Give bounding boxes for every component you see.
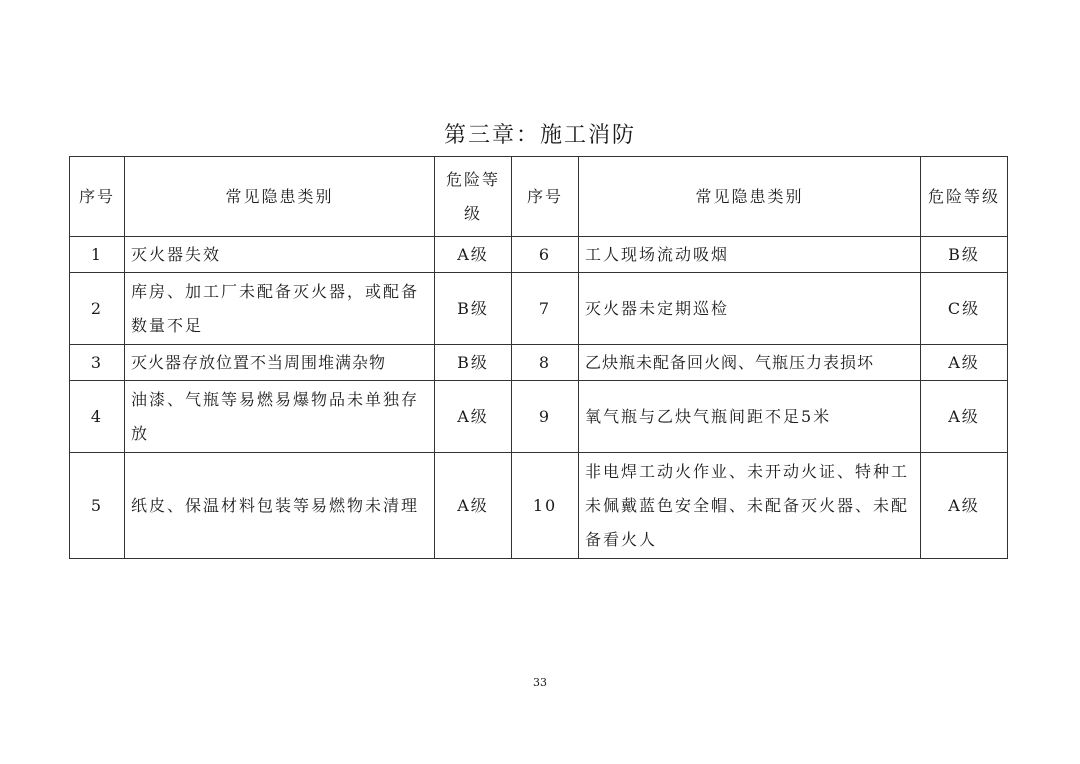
table-row [70, 273, 1008, 345]
risk-level: A级 [435, 381, 512, 453]
row-number: 1 [70, 237, 125, 273]
page-title: 第三章：施工消防 [443, 123, 636, 148]
hazard-category: 纸皮、保温材料包装等易燃物未清理 [125, 453, 435, 559]
hazard-category: 非电焊工动火作业、未开动火证、特种工未佩戴蓝色安全帽、未配备灭火器、未配备看火人 [579, 453, 921, 559]
hazard-category: 灭火器失效 [125, 237, 435, 273]
risk-level: B级 [921, 237, 1008, 273]
row-number: 4 [70, 381, 125, 453]
risk-level: B级 [435, 345, 512, 381]
row-number: 6 [512, 237, 579, 273]
risk-level: A级 [435, 237, 512, 273]
header-level: 危险等级 [921, 157, 1008, 237]
header-category: 常见隐患类别 [579, 157, 921, 237]
row-number: 2 [70, 273, 125, 345]
hazard-category: 油漆、气瓶等易燃易爆物品未单独存放 [125, 381, 435, 453]
hazard-category: 库房、加工厂未配备灭火器，或配备数量不足 [125, 273, 435, 345]
hazard-category: 灭火器存放位置不当周围堆满杂物 [125, 345, 435, 381]
table-row [70, 345, 1008, 381]
risk-level: B级 [435, 273, 512, 345]
risk-level: A级 [921, 453, 1008, 559]
risk-level: C级 [921, 273, 1008, 345]
hazard-category: 乙炔瓶未配备回火阀、气瓶压力表损坏 [579, 345, 921, 381]
header-no: 序号 [512, 157, 579, 237]
table-row [70, 237, 1008, 273]
row-number: 10 [512, 453, 579, 559]
table-header-row [70, 157, 1008, 237]
row-number: 9 [512, 381, 579, 453]
risk-level: A级 [921, 381, 1008, 453]
row-number: 5 [70, 453, 125, 559]
header-level: 危险等级 [435, 157, 512, 237]
row-number: 8 [512, 345, 579, 381]
risk-level: A级 [921, 345, 1008, 381]
risk-level: A级 [435, 453, 512, 559]
row-number: 3 [70, 345, 125, 381]
header-no: 序号 [70, 157, 125, 237]
hazard-category: 氧气瓶与乙炔气瓶间距不足5米 [579, 381, 921, 453]
page-number: 33 [533, 676, 547, 689]
hazard-category: 工人现场流动吸烟 [579, 237, 921, 273]
table-row [70, 453, 1008, 559]
row-number: 7 [512, 273, 579, 345]
header-category: 常见隐患类别 [125, 157, 435, 237]
hazard-table [69, 156, 1008, 559]
table-row [70, 381, 1008, 453]
hazard-category: 灭火器未定期巡检 [579, 273, 921, 345]
